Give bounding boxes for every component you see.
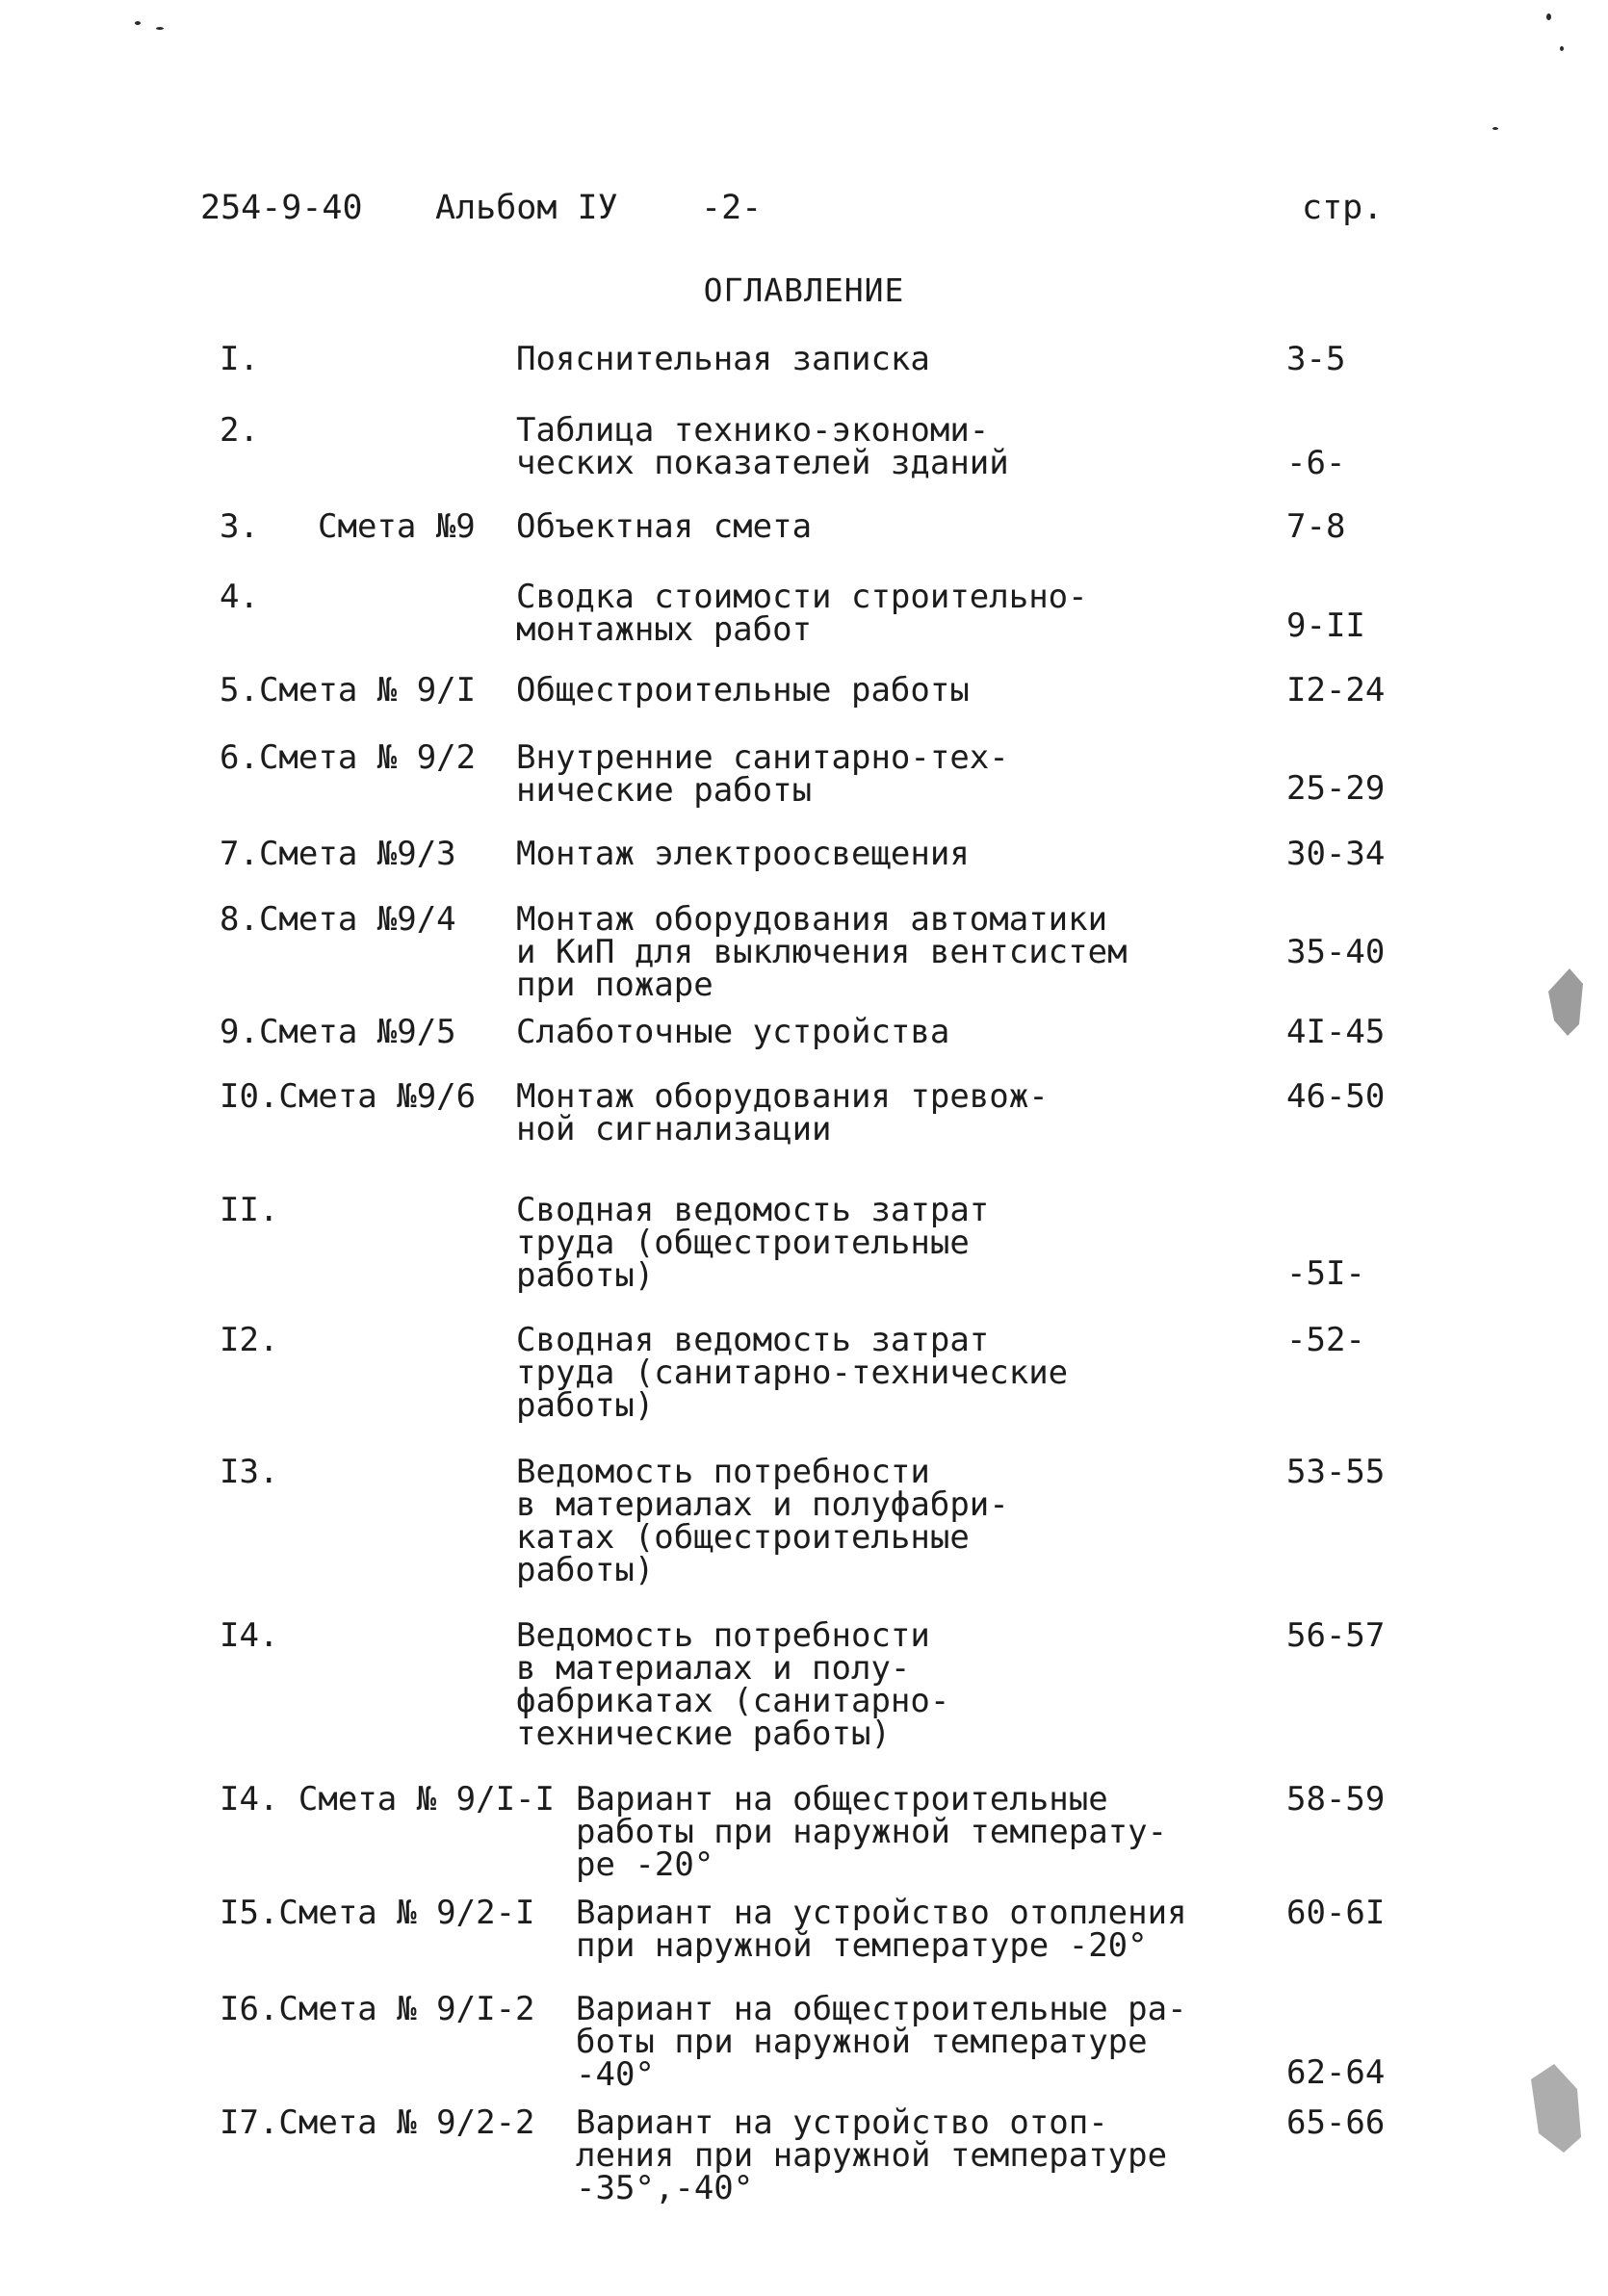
- entry-pages: -6-: [1286, 444, 1346, 482]
- entry-title: Внутренние санитарно-тех- нические работы: [516, 738, 1009, 810]
- scan-speck: [1546, 13, 1551, 20]
- entry-number: 3.: [220, 507, 259, 546]
- entry-number: I4.: [220, 1616, 279, 1655]
- scan-blot: [1525, 2060, 1587, 2156]
- entry-number: II.: [220, 1191, 279, 1229]
- entry-pages: 3-5: [1286, 340, 1346, 378]
- document-code: 254-9-40: [200, 189, 363, 227]
- toc-title: ОГЛАВЛЕНИЕ: [703, 271, 905, 309]
- entry-number: I2.: [220, 1321, 279, 1359]
- entry-number: 8.Смета №9/4: [220, 900, 456, 939]
- entry-number: I.: [220, 340, 259, 378]
- entry-title: Вариант на устройство отоп- ления при наружной температуре -35°,-40°: [576, 2103, 1168, 2207]
- entry-pages: I2-24: [1286, 671, 1386, 709]
- entry-title: Пояснительная записка: [516, 340, 930, 378]
- entry-pages: 9-II: [1286, 606, 1365, 645]
- entry-number: 5.Смета № 9/I: [220, 671, 477, 709]
- page-number: -2-: [701, 189, 763, 227]
- entry-number: 9.Смета №9/5: [220, 1013, 456, 1051]
- entry-pages: -52-: [1286, 1321, 1365, 1359]
- entry-title: Сводная ведомость затрат труда (общестроительные работы): [516, 1191, 990, 1295]
- entry-title: Ведомость потребности в материалах и полуфабри- катах (общестроительные работы): [516, 1453, 1009, 1589]
- entry-pages: 62-64: [1286, 2053, 1386, 2092]
- page-header: [0, 189, 1608, 237]
- entry-pages: 30-34: [1286, 835, 1386, 873]
- entry-number: I3.: [220, 1453, 279, 1491]
- entry-title: Общестроительные работы: [516, 671, 970, 709]
- entry-number: I0.Смета №9/6: [220, 1077, 477, 1116]
- entry-number: I4. Смета № 9/I-I: [220, 1780, 555, 1819]
- entry-title: Слаботочные устройства: [516, 1013, 950, 1051]
- entry-title: Вариант на устройство отопления при наружной температуре -20°: [576, 1894, 1187, 1965]
- entry-title: Монтаж оборудования автоматики и КиП для выключения вентсистем при пожаре: [516, 900, 1128, 1004]
- pages-column-label: стр.: [1302, 189, 1384, 227]
- scan-speck: [1560, 46, 1564, 51]
- album-label: Альбом IУ: [435, 189, 618, 227]
- entry-pages: 46-50: [1286, 1077, 1386, 1116]
- entry-pages: 60-6I: [1286, 1894, 1386, 1932]
- entry-number: I7.Смета № 9/2-2: [220, 2103, 535, 2142]
- entry-title: Ведомость потребности в материалах и полу- фабрикатах (санитарно- технические работы): [516, 1616, 950, 1753]
- entry-title: Сводка стоимости строительно- монтажных работ: [516, 578, 1088, 649]
- scan-speck: [156, 27, 164, 30]
- entry-number: 2.: [220, 411, 259, 450]
- entry-pages: 25-29: [1286, 769, 1386, 808]
- entry-title: Монтаж оборудования тревож- ной сигнализации: [516, 1077, 1049, 1148]
- scan-blot: [1544, 963, 1589, 1040]
- entry-title: Вариант на общестроительные работы при наружной температу- ре -20°: [576, 1780, 1168, 1884]
- entry-pages: 35-40: [1286, 933, 1386, 971]
- entry-pages: 58-59: [1286, 1780, 1386, 1819]
- entry-number: I6.Смета № 9/I-2: [220, 1990, 535, 2028]
- entry-pages: 53-55: [1286, 1453, 1386, 1491]
- entry-pages: 7-8: [1286, 507, 1346, 546]
- entry-title: Таблица технико-экономи- ческих показателей зданий: [516, 411, 1009, 482]
- entry-document: Смета №9: [318, 507, 476, 546]
- entry-number: 7.Смета №9/3: [220, 835, 456, 873]
- entry-title: Сводная ведомость затрат труда (санитарно-технические работы): [516, 1321, 1069, 1425]
- entry-number: 6.Смета № 9/2: [220, 738, 477, 777]
- entry-pages: 4I-45: [1286, 1013, 1386, 1051]
- entry-title: Объектная смета: [516, 507, 813, 546]
- entry-title: Монтаж электроосвещения: [516, 835, 970, 873]
- entry-pages: 56-57: [1286, 1616, 1386, 1655]
- scan-speck: [1492, 127, 1498, 130]
- entry-number: I5.Смета № 9/2-I: [220, 1894, 535, 1932]
- entry-pages: -5I-: [1286, 1254, 1365, 1293]
- entry-pages: 65-66: [1286, 2103, 1386, 2142]
- entry-number: 4.: [220, 578, 259, 616]
- entry-title: Вариант на общестроительные ра- боты при наружной температуре -40°: [576, 1990, 1187, 2094]
- scan-speck: [135, 21, 141, 25]
